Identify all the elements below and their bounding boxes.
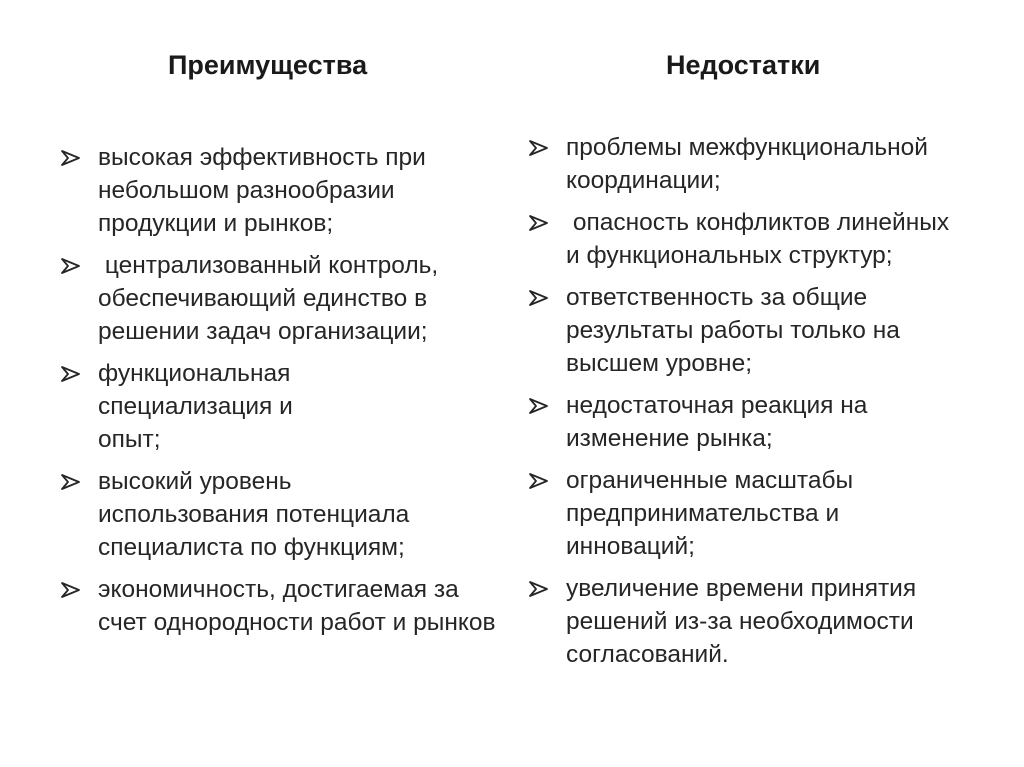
arrow-bullet-icon — [528, 139, 550, 157]
list-item-text: ответственность за общие результаты работы только на высшем уровне; — [566, 284, 900, 377]
list-item-text: экономичность, достигаемая за счет однородности работ и рынков — [98, 576, 496, 636]
arrow-bullet-icon — [60, 473, 82, 491]
list-item-text: высокая эффективность при небольшом разнообразии продукции и рынков; — [98, 144, 426, 237]
arrow-bullet-icon — [60, 581, 82, 599]
disadvantages-list — [528, 131, 998, 680]
list-item-text: функциональная специализация и опыт; — [98, 360, 293, 453]
arrow-bullet-icon — [528, 580, 550, 598]
list-item-text: недостаточная реакция на изменение рынка; — [566, 392, 868, 452]
arrow-bullet-icon — [528, 397, 550, 415]
list-item-text: централизованный контроль, обеспечивающий единство в решении задач организации; — [98, 252, 446, 345]
list-item-text: проблемы межфункциональной координации; — [566, 134, 928, 194]
list-item-text: ограниченные масштабы предпринимательства и инноваций; — [566, 467, 854, 560]
arrow-bullet-icon — [528, 289, 550, 307]
list-item — [60, 465, 500, 564]
disadvantages-heading: Недостатки — [666, 50, 821, 80]
advantages-heading: Преимущества — [168, 50, 368, 80]
list-item — [528, 572, 998, 671]
arrow-bullet-icon — [528, 472, 550, 490]
list-item — [528, 281, 998, 380]
advantages-list — [60, 141, 500, 648]
arrow-bullet-icon — [528, 214, 550, 232]
arrow-bullet-icon — [60, 257, 82, 275]
arrow-bullet-icon — [60, 149, 82, 167]
list-item — [60, 357, 500, 456]
list-item — [528, 389, 998, 455]
list-item — [528, 464, 998, 563]
list-item — [60, 141, 500, 240]
list-item — [60, 249, 500, 348]
list-item-text: опасность конфликтов линейных и функциональных структур; — [566, 209, 956, 269]
list-item — [528, 131, 998, 197]
list-item — [60, 573, 500, 639]
list-item-text: высокий уровень использования потенциала специалиста по функциям; — [98, 468, 410, 561]
list-item — [528, 206, 998, 272]
list-item-text: увеличение времени принятия решений из-за необходимости согласований. — [566, 575, 917, 668]
arrow-bullet-icon — [60, 365, 82, 383]
